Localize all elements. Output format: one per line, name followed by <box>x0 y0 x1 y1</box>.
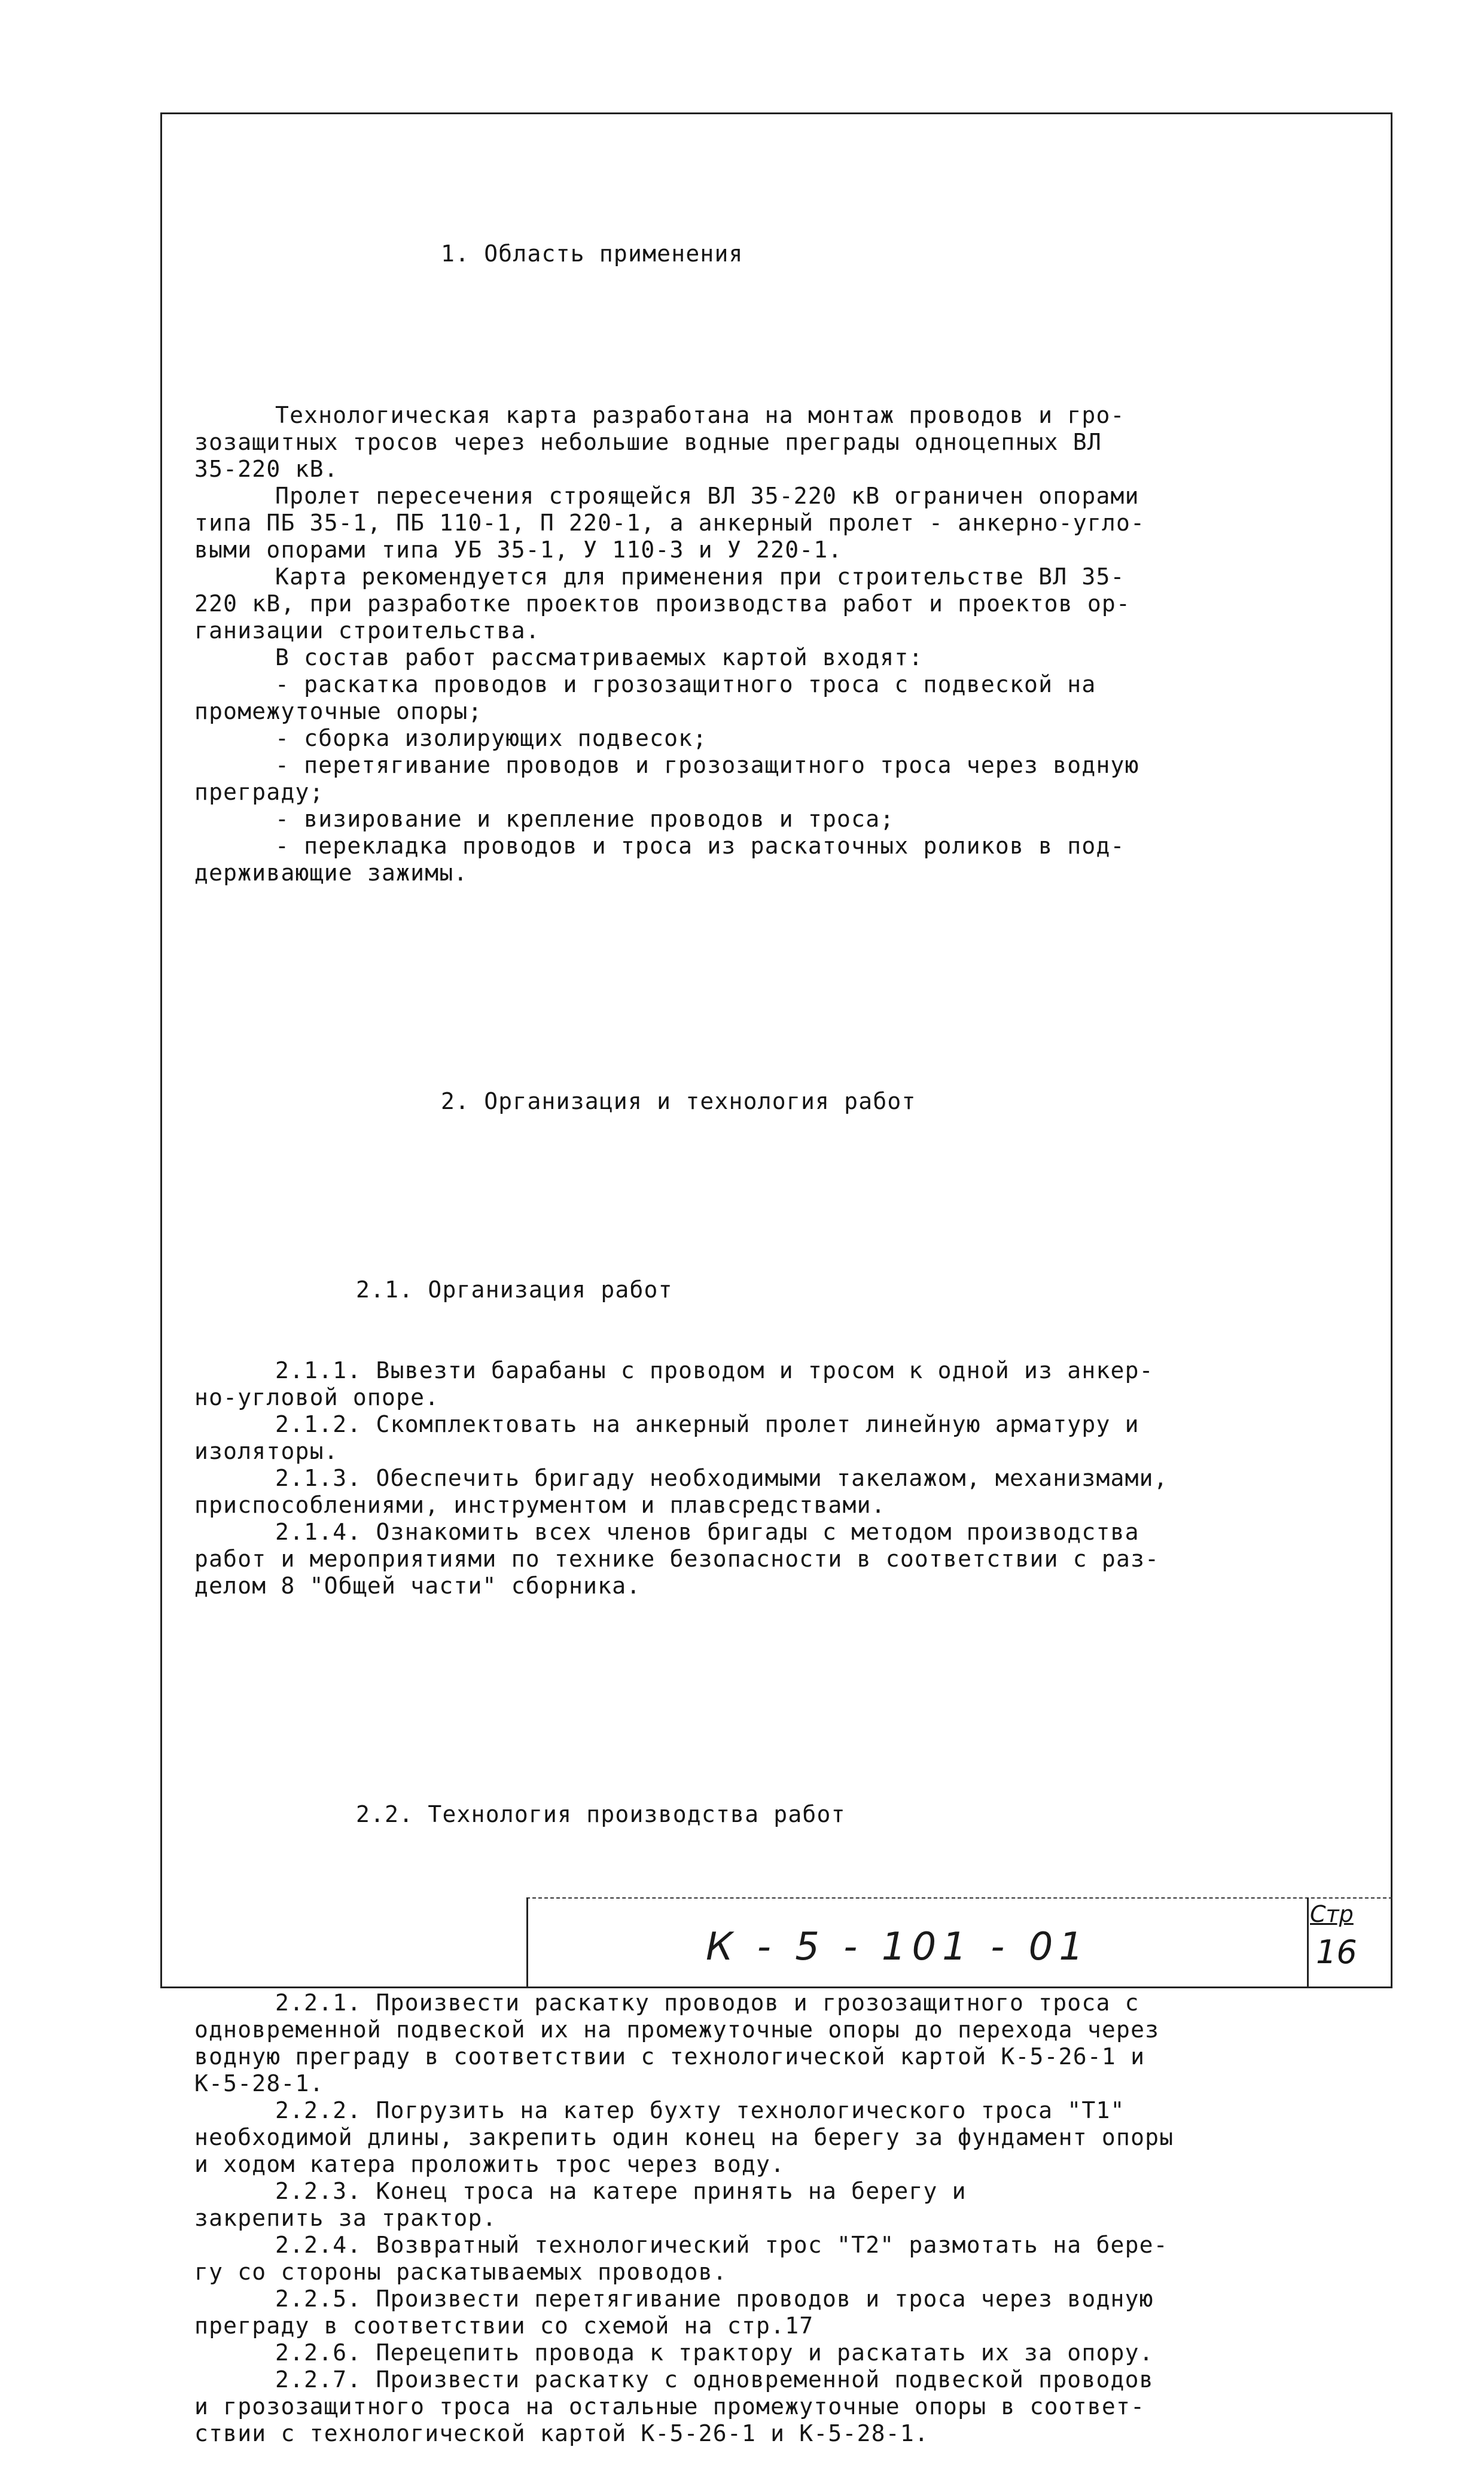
text-line: 2.2.3. Конец троса на катере принять на берегу и <box>275 2178 967 2204</box>
text-line: 2.2.5. Произвести перетягивание проводов и троса через водную <box>275 2286 1154 2312</box>
text-line: одновременной подвеской их на промежуточные опоры до перехода через <box>194 2016 1160 2043</box>
text-line: 2.1.1. Вывезти барабаны с проводом и тросом к одной из анкер- <box>275 1357 1154 1384</box>
text-line: - сборка изолирующих подвесок; <box>275 725 708 751</box>
text-line: и грозозащитного троса на остальные промежуточные опоры в соответ- <box>194 2393 1145 2420</box>
text-line: приспособлениями, инструментом и плавсредствами. <box>194 1492 886 1518</box>
text-line: - перекладка проводов и троса из раскаточных роликов в под- <box>275 833 1125 859</box>
document-body <box>194 187 1361 2474</box>
subsection-2-1-heading: 2.1. Организация работ <box>356 1276 673 1303</box>
subsection-2-2-heading: 2.2. Технология производства работ <box>356 1801 846 1827</box>
text-line: необходимой длины, закрепить один конец на берегу за фундамент опоры <box>194 2124 1174 2150</box>
text-line: Технологическая карта разработана на монтаж проводов и гро- <box>275 402 1125 428</box>
text-line: ствии с технологической картой К-5-26-1 и К-5-28-1. <box>194 2420 929 2446</box>
sheet-number: 16 <box>1316 1933 1357 1971</box>
text-line: - раскатка проводов и грозозащитного троса с подвеской на <box>275 671 1096 697</box>
text-line: 2.2.2. Погрузить на катер бухту технологического троса "Т1" <box>275 2097 1125 2123</box>
text-line: преграду; <box>194 779 324 805</box>
text-line: преграду в соответствии со схемой на стр.17 <box>194 2312 814 2339</box>
text-line: 35-220 кВ. <box>194 456 339 482</box>
text-line: 2.1.3. Обеспечить бригаду необходимыми такелажом, механизмами, <box>275 1465 1168 1491</box>
text-line: 220 кВ, при разработке проектов производства работ и проектов ор- <box>194 590 1131 617</box>
text-line: промежуточные опоры; <box>194 698 483 724</box>
section-1-text <box>194 402 1361 886</box>
text-line: Карта рекомендуется для применения при строительстве ВЛ 35- <box>275 563 1125 590</box>
document-code: К - 5 - 101 - 01 <box>706 1925 1090 1969</box>
text-line: зозащитных тросов через небольшие водные преграды одноцепных ВЛ <box>194 429 1102 455</box>
text-line: 2.2.4. Возвратный технологический трос "Т2" размотать на бере- <box>275 2232 1168 2258</box>
text-line: 2.2.7. Произвести раскатку с одновременной подвеской проводов <box>275 2366 1154 2393</box>
text-line: гу со стороны раскатываемых проводов. <box>194 2259 727 2285</box>
text-line: 2.2.1. Произвести раскатку проводов и грозозащитного троса с <box>275 1989 1139 2016</box>
text-line: 2.1.4. Ознакомить всех членов бригады с методом производства <box>275 1519 1139 1545</box>
text-line: делом 8 "Общей части" сборника. <box>194 1573 641 1599</box>
text-line: выми опорами типа УБ 35-1, У 110-3 и У 220-1. <box>194 537 843 563</box>
text-line: но-угловой опоре. <box>194 1384 440 1410</box>
text-line: водную преграду в соответствии с технологической картой К-5-26-1 и <box>194 2043 1145 2070</box>
section-2-heading: 2. Организация и технология работ <box>441 1088 916 1114</box>
text-line: К-5-28-1. <box>194 2070 324 2097</box>
text-line: 2.2.6. Перецепить провода к трактору и раскатать их за опору. <box>275 2339 1154 2366</box>
section-1-heading: 1. Область применения <box>441 240 743 267</box>
text-line: - перетягивание проводов и грозозащитного троса через водную <box>275 752 1139 778</box>
text-line: работ и мероприятиями по технике безопасности в соответствии с раз- <box>194 1546 1160 1572</box>
text-line: и ходом катера проложить трос через воду. <box>194 2151 785 2177</box>
text-line: изоляторы. <box>194 1438 339 1464</box>
text-line: 2.1.2. Скомплектовать на анкерный пролет линейную арматуру и <box>275 1411 1139 1437</box>
subsection-2-1-text <box>194 1357 1361 1599</box>
text-line: держивающие зажимы. <box>194 860 468 886</box>
text-line: - визирование и крепление проводов и троса; <box>275 806 895 832</box>
text-line: закрепить за трактор. <box>194 2205 497 2231</box>
text-line: Пролет пересечения строящейся ВЛ 35-220 кВ ограничен опорами <box>275 483 1139 509</box>
sheet-label: Стр <box>1310 1901 1354 1927</box>
subsection-2-2-text <box>194 1989 1361 2447</box>
text-line: ганизации строительства. <box>194 617 540 644</box>
text-line: В состав работ рассматриваемых картой входят: <box>275 644 924 671</box>
text-line: типа ПБ 35-1, ПБ 110-1, П 220-1, а анкерный пролет - анкерно-угло- <box>194 510 1145 536</box>
